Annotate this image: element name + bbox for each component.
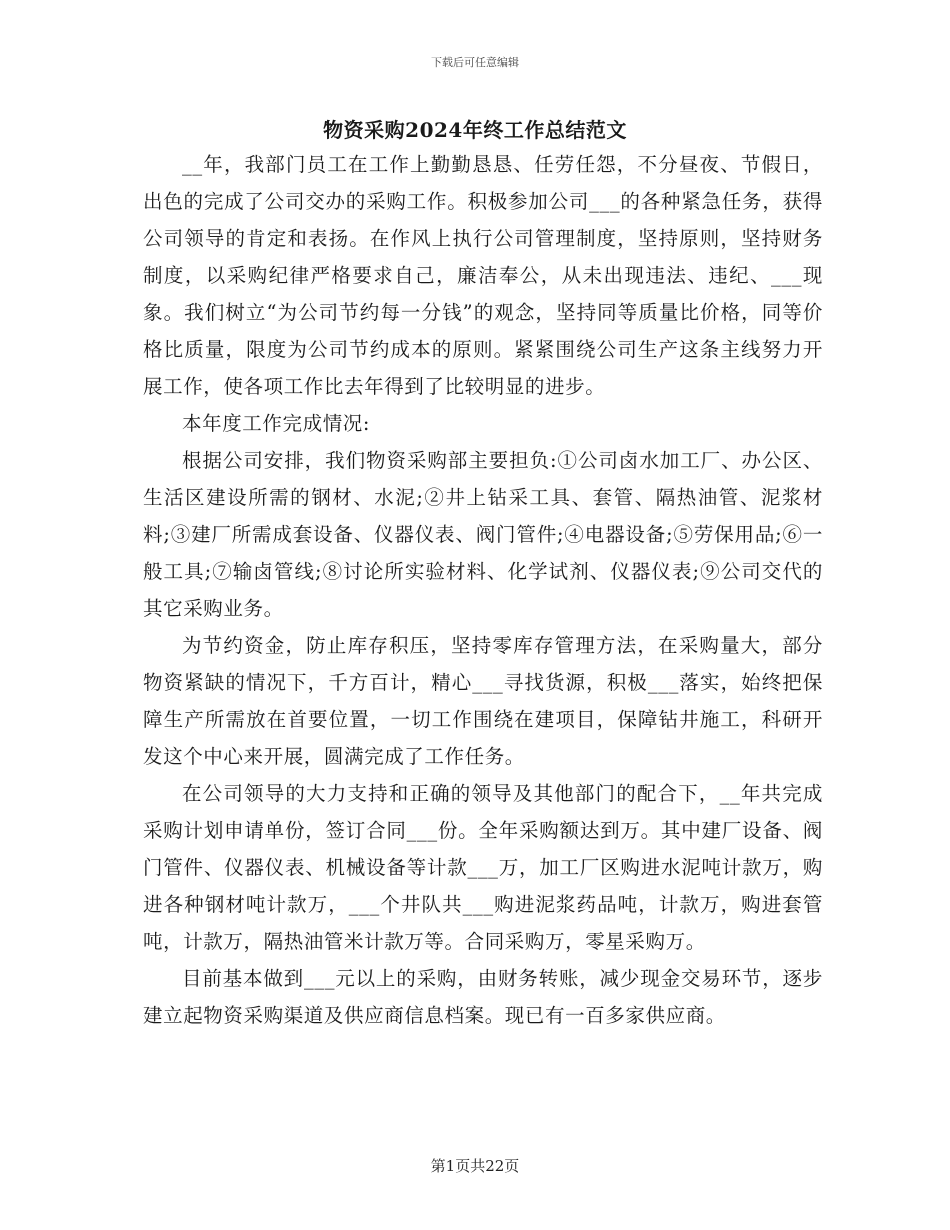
page-number: 第1页共22页 xyxy=(430,1157,520,1175)
paragraph: __年，我部门员工在工作上勤勤恳恳、任劳任怨，不分昼夜、节假日，出色的完成了公司交办的采购工作。积极参加公司___的各种紧急任务，获得公司领导的肯定和表扬。在作风上执行公司管理制度，坚持原则，坚持财务制度，以采购纪律严格要求自己，廉洁奉公，从未出现违法、违纪、___现象。我们树立“为公司节约每一分钱”的观念，坚持同等质量比价格，同等价格比质量，限度为公司节约成本的原则。紧紧围绕公司生产这条主线努力开展工作，使各项工作比去年得到了比较明显的进步。 xyxy=(143,153,823,398)
document-title: 物资采购2024年终工作总结范文 xyxy=(323,118,627,142)
paragraph: 为节约资金，防止库存积压，坚持零库存管理方法，在采购量大，部分物资紧缺的情况下，千方百计，精心___寻找货源，积极___落实，始终把保障生产所需放在首要位置，一切工作围绕在建项目，保障钻井施工，科研开发这个中心来开展，圆满完成了工作任务。 xyxy=(143,634,823,768)
header-note: 下载后可任意编辑 xyxy=(431,56,519,69)
document-body xyxy=(143,146,823,1034)
paragraph: 根据公司安排，我们物资采购部主要担负:①公司卤水加工厂、办公区、生活区建设所需的钢材、水泥;②井上钻采工具、套管、隔热油管、泥浆材料;③建厂所需成套设备、仪器仪表、阀门管件;④电器设备;⑤劳保用品;⑥一般工具;⑦输卤管线;⑧讨论所实验材料、化学试剂、仪器仪表;⑨公司交代的其它采购业务。 xyxy=(143,449,823,620)
paragraph: 目前基本做到___元以上的采购，由财务转账，减少现金交易环节，逐步建立起物资采购渠道及供应商信息档案。现已有一百多家供应商。 xyxy=(143,967,823,1027)
paragraph: 本年度工作完成情况: xyxy=(182,412,371,435)
paragraph: 在公司领导的大力支持和正确的领导及其他部门的配合下，__年共完成采购计划申请单份，签订合同___份。全年采购额达到万。其中建厂设备、阀门管件、仪器仪表、机械设备等计款___万，加工厂区购进水泥吨计款万，购进各种钢材吨计款万，___个井队共___购进泥浆药品吨，计款万，购进套管吨，计款万，隔热油管米计款万等。合同采购万，零星采购万。 xyxy=(143,782,823,953)
